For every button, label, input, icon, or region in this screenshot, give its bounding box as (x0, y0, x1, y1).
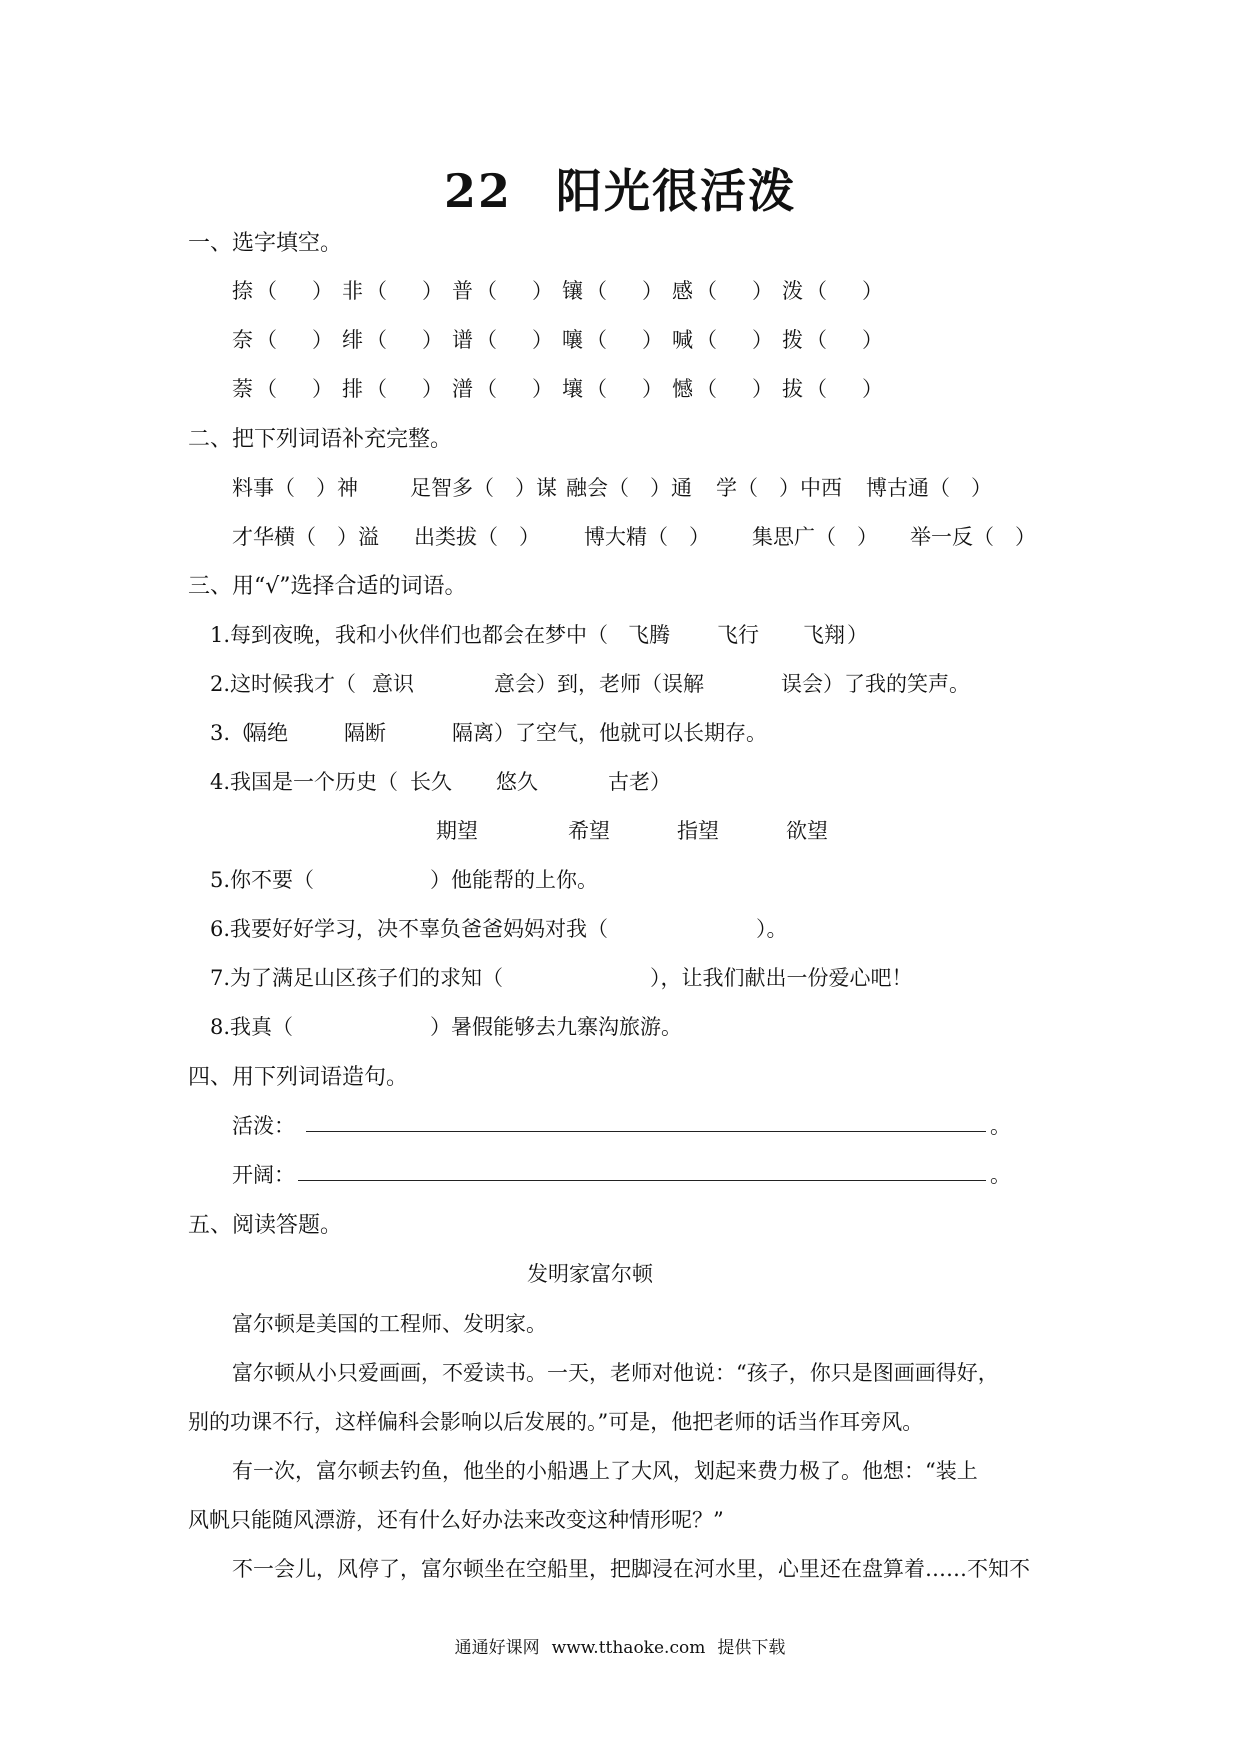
char-blank[interactable]: 绯 （ ） (342, 324, 442, 354)
q5-tail: ）他能帮的上你。 (430, 868, 598, 892)
idiom-item[interactable]: 料事（ ）神 (232, 476, 358, 500)
reading-paragraph-4-line-1: 不一会儿，风停了，富尔顿坐在空船里，把脚浸在河水里，心里还在盘算着……不知不 (232, 1557, 1030, 1581)
answer-line-1[interactable] (306, 1131, 986, 1132)
char-option: 非 (342, 279, 363, 303)
q2-option-1: 意识 (372, 672, 414, 696)
section-2-heading: 二、把下列词语补充完整。 (188, 427, 453, 452)
answer-line-2-end: 。 (990, 1163, 1011, 1187)
char-blank[interactable]: 镶 （ ） (562, 275, 662, 305)
char-option: 憾 (672, 377, 693, 401)
char-blank[interactable]: 奈 （ ） (232, 324, 332, 354)
char-option: 镶 (562, 279, 583, 303)
q4-option-2: 悠久 (496, 770, 538, 794)
lesson-title: 阳光很活泼 (556, 164, 796, 218)
q4-option-3: 古老） (608, 770, 671, 794)
idiom-item[interactable]: 才华横（ ）溢 (232, 525, 379, 549)
q3-option-3: 隔离）了空气，他就可以长期存。 (452, 721, 767, 745)
char-option: 潽 (452, 377, 473, 401)
q4-option-1: 长久 (410, 770, 452, 794)
char-blank[interactable]: 谱 （ ） (452, 324, 552, 354)
idiom-item[interactable]: 出类拔（ ） (414, 525, 540, 549)
char-blank[interactable]: 喊 （ ） (672, 324, 772, 354)
q6-tail: ）。 (756, 917, 788, 941)
q2-option-2: 意会）到，老师（误解 (494, 672, 704, 696)
q7-tail: ），让我们献出一份爱心吧！ (650, 966, 913, 990)
q1-option-1: 飞腾 (628, 623, 670, 647)
question-8: 8.我真（ (210, 1015, 294, 1039)
section-4-heading: 四、用下列词语造句。 (188, 1065, 409, 1090)
word-bank-item: 希望 (568, 819, 610, 843)
char-blank[interactable]: 壤 （ ） (562, 373, 662, 403)
char-option: 谱 (452, 328, 473, 352)
char-option: 排 (342, 377, 363, 401)
reading-paragraph-2-line-2: 别的功课不行，这样偏科会影响以后发展的。”可是，他把老师的话当作耳旁风。 (188, 1410, 924, 1434)
char-blank[interactable]: 憾 （ ） (672, 373, 772, 403)
word-bank-item: 指望 (677, 819, 719, 843)
char-option: 壤 (562, 377, 583, 401)
page-footer (0, 1633, 1240, 1658)
question-1: 1.每到夜晚，我和小伙伴们也都会在梦中（ (210, 623, 609, 647)
q2-option-3: 误会）了我的笑声。 (781, 672, 970, 696)
char-blank[interactable]: 潽 （ ） (452, 373, 552, 403)
reading-paragraph-2-line-1: 富尔顿从小只爱画画，不爱读书。一天，老师对他说：“孩子，你只是图画画得好， (232, 1361, 999, 1385)
section-3-heading: 三、用“√”选择合适的词语。 (188, 574, 467, 599)
q8-tail: ）暑假能够去九寨沟旅游。 (430, 1015, 682, 1039)
reading-paragraph-1: 富尔顿是美国的工程师、发明家。 (232, 1312, 547, 1336)
reading-paragraph-3-line-2: 风帆只能随风漂游，还有什么好办法来改变这种情形呢？” (188, 1508, 724, 1532)
sentence-word-1: 活泼： (232, 1114, 295, 1138)
idiom-item[interactable]: 举一反（ ） (910, 525, 1036, 549)
char-option: 拨 (782, 328, 803, 352)
q1-option-3: 飞翔 (803, 623, 845, 647)
char-option: 泼 (782, 279, 803, 303)
idiom-item[interactable]: 融会（ ）通 (566, 476, 692, 500)
question-6: 6.我要好好学习，决不辜负爸爸妈妈对我（ (210, 917, 609, 941)
char-blank[interactable]: 普 （ ） (452, 275, 552, 305)
reading-title: 发明家富尔顿 (527, 1262, 653, 1286)
reading-paragraph-3-line-1: 有一次，富尔顿去钓鱼，他坐的小船遇上了大风，划起来费力极了。他想：“装上 (232, 1459, 978, 1483)
page-title (0, 155, 1240, 221)
char-option: 感 (672, 279, 693, 303)
answer-line-2[interactable] (298, 1180, 986, 1181)
sentence-word-2: 开阔： (232, 1163, 295, 1187)
char-option: 喊 (672, 328, 693, 352)
word-bank-item: 期望 (436, 819, 478, 843)
idiom-item[interactable]: 博古通（ ） (866, 476, 992, 500)
lesson-number: 22 (443, 164, 512, 218)
char-blank[interactable]: 排 （ ） (342, 373, 442, 403)
char-blank[interactable]: 拨 （ ） (782, 324, 882, 354)
char-blank[interactable]: 感 （ ） (672, 275, 772, 305)
char-option: 萘 (232, 377, 253, 401)
footer-site: 通通好课网 (454, 1638, 540, 1658)
question-4: 4.我国是一个历史（ (210, 770, 399, 794)
idiom-item[interactable]: 足智多（ ）谋 (410, 476, 557, 500)
char-blank[interactable]: 萘 （ ） (232, 373, 332, 403)
char-option: 绯 (342, 328, 363, 352)
idiom-item[interactable]: 学（ ）中西 (716, 476, 842, 500)
idiom-item[interactable]: 集思广（ ） (752, 525, 878, 549)
question-2: 2.这时候我才（ (210, 672, 357, 696)
question-7: 7.为了满足山区孩子们的求知（ (210, 966, 504, 990)
section-1-heading: 一、选字填空。 (188, 231, 343, 256)
q3-option-1: 隔绝 (246, 721, 288, 745)
word-bank-item: 欲望 (786, 819, 828, 843)
char-blank[interactable]: 泼 （ ） (782, 275, 882, 305)
char-blank[interactable]: 捺 （ ） (232, 275, 332, 305)
char-option: 捺 (232, 279, 253, 303)
char-option: 嚷 (562, 328, 583, 352)
footer-tail: 提供下载 (717, 1638, 786, 1658)
footer-url[interactable]: www.tthaoke.com (551, 1638, 706, 1658)
char-blank[interactable]: 非 （ ） (342, 275, 442, 305)
q1-option-2: 飞行 (717, 623, 759, 647)
answer-line-1-end: 。 (990, 1114, 1011, 1138)
char-option: 普 (452, 279, 473, 303)
char-blank[interactable]: 嚷 （ ） (562, 324, 662, 354)
char-option: 奈 (232, 328, 253, 352)
idiom-item[interactable]: 博大精（ ） (584, 525, 710, 549)
section-5-heading: 五、阅读答题。 (188, 1213, 343, 1238)
question-5: 5.你不要（ (210, 868, 315, 892)
q3-option-2: 隔断 (344, 721, 386, 745)
char-blank[interactable]: 拔 （ ） (782, 373, 882, 403)
char-option: 拔 (782, 377, 803, 401)
question-3: 3.（ (210, 721, 252, 745)
q1-close: ） (847, 623, 868, 647)
